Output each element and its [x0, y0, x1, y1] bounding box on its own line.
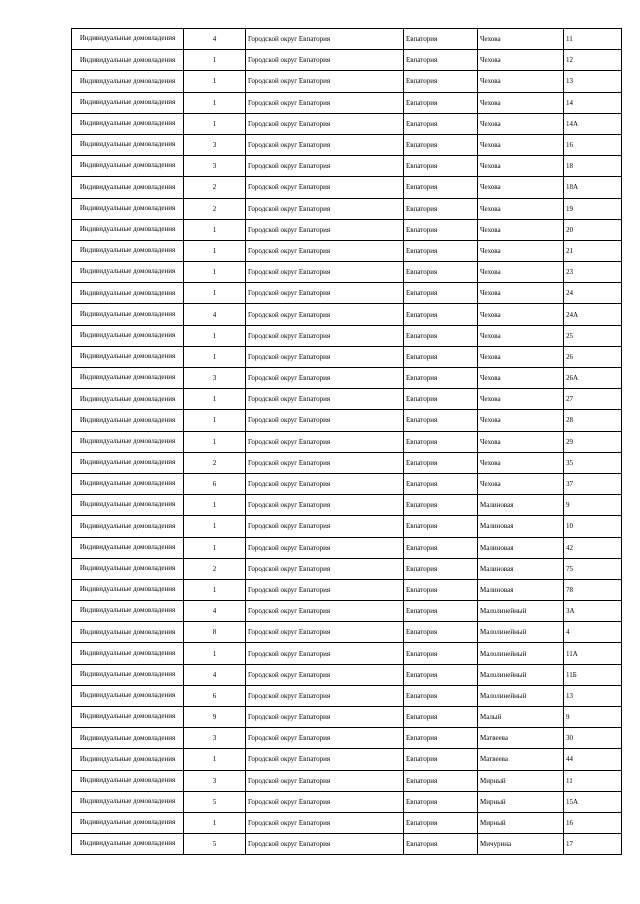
district-cell: Городской округ Евпатория: [246, 240, 404, 261]
street-cell: Чехова: [478, 50, 564, 71]
table-body: [72, 29, 622, 855]
street-cell: Чехова: [478, 240, 564, 261]
city-cell: Евпатория: [404, 473, 478, 494]
district-cell: Городской округ Евпатория: [246, 325, 404, 346]
district-cell: Городской округ Евпатория: [246, 601, 404, 622]
city-cell: Евпатория: [404, 707, 478, 728]
house-number-cell: 30: [564, 728, 622, 749]
district-cell: Городской округ Евпатория: [246, 495, 404, 516]
housing-type-cell: Индивидуальные домовладения: [72, 516, 184, 537]
house-number-cell: 10: [564, 516, 622, 537]
city-cell: Евпатория: [404, 728, 478, 749]
housing-type-cell: Индивидуальные домовладения: [72, 452, 184, 473]
house-number-cell: 14А: [564, 113, 622, 134]
city-cell: Евпатория: [404, 113, 478, 134]
house-number-cell: 3А: [564, 601, 622, 622]
street-cell: Малый: [478, 707, 564, 728]
housing-type-cell: Индивидуальные домовладения: [72, 685, 184, 706]
count-cell: 1: [184, 495, 246, 516]
housing-type-cell: Индивидуальные домовладения: [72, 262, 184, 283]
street-cell: Чехова: [478, 325, 564, 346]
street-cell: Чехова: [478, 113, 564, 134]
city-cell: Евпатория: [404, 219, 478, 240]
count-cell: 2: [184, 177, 246, 198]
street-cell: Мирный: [478, 770, 564, 791]
count-cell: 1: [184, 92, 246, 113]
table-row: [72, 643, 622, 664]
house-number-cell: 9: [564, 495, 622, 516]
house-number-cell: 11: [564, 29, 622, 50]
city-cell: Евпатория: [404, 283, 478, 304]
housing-type-cell: Индивидуальные домовладения: [72, 707, 184, 728]
count-cell: 1: [184, 262, 246, 283]
city-cell: Евпатория: [404, 558, 478, 579]
district-cell: Городской округ Евпатория: [246, 685, 404, 706]
city-cell: Евпатория: [404, 516, 478, 537]
count-cell: 2: [184, 452, 246, 473]
table-row: [72, 622, 622, 643]
housing-type-cell: Индивидуальные домовладения: [72, 219, 184, 240]
house-number-cell: 25: [564, 325, 622, 346]
street-cell: Мирный: [478, 791, 564, 812]
count-cell: 1: [184, 431, 246, 452]
table-row: [72, 834, 622, 855]
street-cell: Чехова: [478, 262, 564, 283]
district-cell: Городской округ Евпатория: [246, 707, 404, 728]
housing-type-cell: Индивидуальные домовладения: [72, 240, 184, 261]
count-cell: 1: [184, 240, 246, 261]
district-cell: Городской округ Евпатория: [246, 473, 404, 494]
street-cell: Чехова: [478, 156, 564, 177]
house-number-cell: 20: [564, 219, 622, 240]
table-row: [72, 29, 622, 50]
city-cell: Евпатория: [404, 346, 478, 367]
table-row: [72, 92, 622, 113]
street-cell: Мичурина: [478, 834, 564, 855]
housing-type-cell: Индивидуальные домовладения: [72, 325, 184, 346]
district-cell: Городской округ Евпатория: [246, 410, 404, 431]
city-cell: Евпатория: [404, 749, 478, 770]
housing-type-cell: Индивидуальные домовладения: [72, 770, 184, 791]
district-cell: Городской округ Евпатория: [246, 346, 404, 367]
housing-type-cell: Индивидуальные домовладения: [72, 177, 184, 198]
city-cell: Евпатория: [404, 770, 478, 791]
housing-type-cell: Индивидуальные домовладения: [72, 473, 184, 494]
count-cell: 1: [184, 325, 246, 346]
count-cell: 2: [184, 198, 246, 219]
count-cell: 1: [184, 219, 246, 240]
count-cell: 1: [184, 516, 246, 537]
district-cell: Городской округ Евпатория: [246, 431, 404, 452]
city-cell: Евпатория: [404, 834, 478, 855]
table-row: [72, 749, 622, 770]
street-cell: Малиновая: [478, 558, 564, 579]
housing-type-cell: Индивидуальные домовладения: [72, 134, 184, 155]
house-number-cell: 18: [564, 156, 622, 177]
city-cell: Евпатория: [404, 134, 478, 155]
house-number-cell: 14: [564, 92, 622, 113]
house-number-cell: 24А: [564, 304, 622, 325]
housing-type-cell: Индивидуальные домовладения: [72, 791, 184, 812]
house-number-cell: 29: [564, 431, 622, 452]
housing-type-cell: Индивидуальные домовладения: [72, 50, 184, 71]
house-number-cell: 13: [564, 71, 622, 92]
count-cell: 1: [184, 71, 246, 92]
house-number-cell: 9: [564, 707, 622, 728]
table-row: [72, 240, 622, 261]
table-row: [72, 685, 622, 706]
city-cell: Евпатория: [404, 410, 478, 431]
street-cell: Малиновая: [478, 495, 564, 516]
count-cell: 4: [184, 664, 246, 685]
city-cell: Евпатория: [404, 664, 478, 685]
count-cell: 1: [184, 812, 246, 833]
house-number-cell: 16: [564, 812, 622, 833]
city-cell: Евпатория: [404, 156, 478, 177]
table-row: [72, 812, 622, 833]
district-cell: Городской округ Евпатория: [246, 368, 404, 389]
count-cell: 3: [184, 156, 246, 177]
housing-type-cell: Индивидуальные домовладения: [72, 389, 184, 410]
housing-type-cell: Индивидуальные домовладения: [72, 431, 184, 452]
table-row: [72, 71, 622, 92]
housing-type-cell: Индивидуальные домовладения: [72, 812, 184, 833]
count-cell: 1: [184, 346, 246, 367]
table-row: [72, 198, 622, 219]
table-row: [72, 389, 622, 410]
table-row: [72, 495, 622, 516]
house-number-cell: 23: [564, 262, 622, 283]
district-cell: Городской округ Евпатория: [246, 558, 404, 579]
count-cell: 9: [184, 707, 246, 728]
street-cell: Чехова: [478, 410, 564, 431]
city-cell: Евпатория: [404, 325, 478, 346]
house-number-cell: 18А: [564, 177, 622, 198]
city-cell: Евпатория: [404, 368, 478, 389]
house-number-cell: 16: [564, 134, 622, 155]
table-row: [72, 516, 622, 537]
street-cell: Чехова: [478, 92, 564, 113]
count-cell: 3: [184, 134, 246, 155]
count-cell: 1: [184, 537, 246, 558]
street-cell: Чехова: [478, 346, 564, 367]
count-cell: 1: [184, 410, 246, 431]
house-number-cell: 11А: [564, 643, 622, 664]
house-number-cell: 17: [564, 834, 622, 855]
housing-type-cell: Индивидуальные домовладения: [72, 728, 184, 749]
street-cell: Чехова: [478, 29, 564, 50]
table-row: [72, 177, 622, 198]
housing-type-cell: Индивидуальные домовладения: [72, 156, 184, 177]
housing-type-cell: Индивидуальные домовладения: [72, 749, 184, 770]
table-row: [72, 219, 622, 240]
district-cell: Городской округ Евпатория: [246, 770, 404, 791]
city-cell: Евпатория: [404, 495, 478, 516]
housing-type-cell: Индивидуальные домовладения: [72, 558, 184, 579]
count-cell: 1: [184, 389, 246, 410]
street-cell: Матвеева: [478, 749, 564, 770]
street-cell: Чехова: [478, 304, 564, 325]
table-row: [72, 537, 622, 558]
city-cell: Евпатория: [404, 537, 478, 558]
table-row: [72, 283, 622, 304]
housing-type-cell: Индивидуальные домовладения: [72, 834, 184, 855]
count-cell: 4: [184, 304, 246, 325]
city-cell: Евпатория: [404, 452, 478, 473]
table-row: [72, 113, 622, 134]
house-number-cell: 37: [564, 473, 622, 494]
count-cell: 5: [184, 834, 246, 855]
district-cell: Городской округ Евпатория: [246, 834, 404, 855]
district-cell: Городской округ Евпатория: [246, 749, 404, 770]
table-row: [72, 452, 622, 473]
city-cell: Евпатория: [404, 304, 478, 325]
district-cell: Городской округ Евпатория: [246, 219, 404, 240]
table-row: [72, 728, 622, 749]
count-cell: 1: [184, 643, 246, 664]
street-cell: Малолинейный: [478, 622, 564, 643]
district-cell: Городской округ Евпатория: [246, 134, 404, 155]
house-number-cell: 26: [564, 346, 622, 367]
street-cell: Малиновая: [478, 537, 564, 558]
street-cell: Чехова: [478, 473, 564, 494]
street-cell: Малиновая: [478, 516, 564, 537]
district-cell: Городской округ Евпатория: [246, 113, 404, 134]
housing-type-cell: Индивидуальные домовладения: [72, 92, 184, 113]
city-cell: Евпатория: [404, 389, 478, 410]
city-cell: Евпатория: [404, 791, 478, 812]
district-cell: Городской округ Евпатория: [246, 283, 404, 304]
housing-type-cell: Индивидуальные домовладения: [72, 113, 184, 134]
housing-register-table: [71, 28, 622, 855]
count-cell: 1: [184, 50, 246, 71]
district-cell: Городской округ Евпатория: [246, 516, 404, 537]
city-cell: Евпатория: [404, 50, 478, 71]
street-cell: Чехова: [478, 283, 564, 304]
street-cell: Чехова: [478, 368, 564, 389]
street-cell: Чехова: [478, 219, 564, 240]
housing-type-cell: Индивидуальные домовладения: [72, 304, 184, 325]
housing-type-cell: Индивидуальные домовладения: [72, 283, 184, 304]
house-number-cell: 11Б: [564, 664, 622, 685]
district-cell: Городской округ Евпатория: [246, 579, 404, 600]
district-cell: Городской округ Евпатория: [246, 622, 404, 643]
housing-type-cell: Индивидуальные домовладения: [72, 346, 184, 367]
count-cell: 1: [184, 283, 246, 304]
city-cell: Евпатория: [404, 198, 478, 219]
housing-type-cell: Индивидуальные домовладения: [72, 29, 184, 50]
house-number-cell: 12: [564, 50, 622, 71]
district-cell: Городской округ Евпатория: [246, 643, 404, 664]
table-row: [72, 558, 622, 579]
table-row: [72, 325, 622, 346]
city-cell: Евпатория: [404, 685, 478, 706]
street-cell: Чехова: [478, 134, 564, 155]
housing-type-cell: Индивидуальные домовладения: [72, 579, 184, 600]
city-cell: Евпатория: [404, 240, 478, 261]
district-cell: Городской округ Евпатория: [246, 389, 404, 410]
district-cell: Городской округ Евпатория: [246, 92, 404, 113]
street-cell: Чехова: [478, 389, 564, 410]
count-cell: 6: [184, 685, 246, 706]
table-row: [72, 368, 622, 389]
city-cell: Евпатория: [404, 622, 478, 643]
count-cell: 3: [184, 368, 246, 389]
table-row: [72, 579, 622, 600]
city-cell: Евпатория: [404, 431, 478, 452]
house-number-cell: 42: [564, 537, 622, 558]
house-number-cell: 28: [564, 410, 622, 431]
district-cell: Городской округ Евпатория: [246, 452, 404, 473]
street-cell: Малолинейный: [478, 664, 564, 685]
table-row: [72, 156, 622, 177]
count-cell: 5: [184, 791, 246, 812]
count-cell: 3: [184, 770, 246, 791]
city-cell: Евпатория: [404, 71, 478, 92]
street-cell: Чехова: [478, 71, 564, 92]
district-cell: Городской округ Евпатория: [246, 50, 404, 71]
house-number-cell: 35: [564, 452, 622, 473]
housing-type-cell: Индивидуальные домовладения: [72, 601, 184, 622]
district-cell: Городской округ Евпатория: [246, 262, 404, 283]
table-row: [72, 304, 622, 325]
district-cell: Городской округ Евпатория: [246, 29, 404, 50]
street-cell: Чехова: [478, 452, 564, 473]
table-row: [72, 791, 622, 812]
house-number-cell: 13: [564, 685, 622, 706]
district-cell: Городской округ Евпатория: [246, 156, 404, 177]
table-row: [72, 601, 622, 622]
house-number-cell: 26А: [564, 368, 622, 389]
housing-type-cell: Индивидуальные домовладения: [72, 410, 184, 431]
housing-type-cell: Индивидуальные домовладения: [72, 537, 184, 558]
table-row: [72, 473, 622, 494]
house-number-cell: 19: [564, 198, 622, 219]
count-cell: 1: [184, 113, 246, 134]
housing-type-cell: Индивидуальные домовладения: [72, 622, 184, 643]
district-cell: Городской округ Евпатория: [246, 791, 404, 812]
street-cell: Чехова: [478, 177, 564, 198]
street-cell: Чехова: [478, 198, 564, 219]
table-row: [72, 134, 622, 155]
count-cell: 2: [184, 558, 246, 579]
count-cell: 3: [184, 728, 246, 749]
count-cell: 1: [184, 579, 246, 600]
city-cell: Евпатория: [404, 601, 478, 622]
housing-type-cell: Индивидуальные домовладения: [72, 664, 184, 685]
count-cell: 6: [184, 473, 246, 494]
city-cell: Евпатория: [404, 177, 478, 198]
district-cell: Городской округ Евпатория: [246, 198, 404, 219]
table-row: [72, 410, 622, 431]
house-number-cell: 44: [564, 749, 622, 770]
house-number-cell: 15А: [564, 791, 622, 812]
house-number-cell: 27: [564, 389, 622, 410]
street-cell: Матвеева: [478, 728, 564, 749]
housing-type-cell: Индивидуальные домовладения: [72, 198, 184, 219]
housing-type-cell: Индивидуальные домовладения: [72, 495, 184, 516]
count-cell: 4: [184, 29, 246, 50]
table-row: [72, 707, 622, 728]
house-number-cell: 4: [564, 622, 622, 643]
street-cell: Чехова: [478, 431, 564, 452]
street-cell: Малиновая: [478, 579, 564, 600]
district-cell: Городской округ Евпатория: [246, 728, 404, 749]
street-cell: Малолинейный: [478, 685, 564, 706]
housing-type-cell: Индивидуальные домовладения: [72, 368, 184, 389]
count-cell: 4: [184, 601, 246, 622]
street-cell: Малолинейный: [478, 643, 564, 664]
table-row: [72, 346, 622, 367]
street-cell: Мирный: [478, 812, 564, 833]
house-number-cell: 24: [564, 283, 622, 304]
house-number-cell: 75: [564, 558, 622, 579]
housing-type-cell: Индивидуальные домовладения: [72, 71, 184, 92]
city-cell: Евпатория: [404, 579, 478, 600]
housing-type-cell: Индивидуальные домовладения: [72, 643, 184, 664]
house-number-cell: 21: [564, 240, 622, 261]
count-cell: 1: [184, 749, 246, 770]
district-cell: Городской округ Евпатория: [246, 71, 404, 92]
table-row: [72, 770, 622, 791]
city-cell: Евпатория: [404, 643, 478, 664]
district-cell: Городской округ Евпатория: [246, 304, 404, 325]
house-number-cell: 78: [564, 579, 622, 600]
district-cell: Городской округ Евпатория: [246, 177, 404, 198]
district-cell: Городской округ Евпатория: [246, 812, 404, 833]
city-cell: Евпатория: [404, 29, 478, 50]
district-cell: Городской округ Евпатория: [246, 664, 404, 685]
city-cell: Евпатория: [404, 812, 478, 833]
count-cell: 8: [184, 622, 246, 643]
district-cell: Городской округ Евпатория: [246, 537, 404, 558]
house-number-cell: 11: [564, 770, 622, 791]
table-row: [72, 262, 622, 283]
table-row: [72, 431, 622, 452]
city-cell: Евпатория: [404, 92, 478, 113]
table-row: [72, 664, 622, 685]
table-row: [72, 50, 622, 71]
street-cell: Малолинейный: [478, 601, 564, 622]
city-cell: Евпатория: [404, 262, 478, 283]
